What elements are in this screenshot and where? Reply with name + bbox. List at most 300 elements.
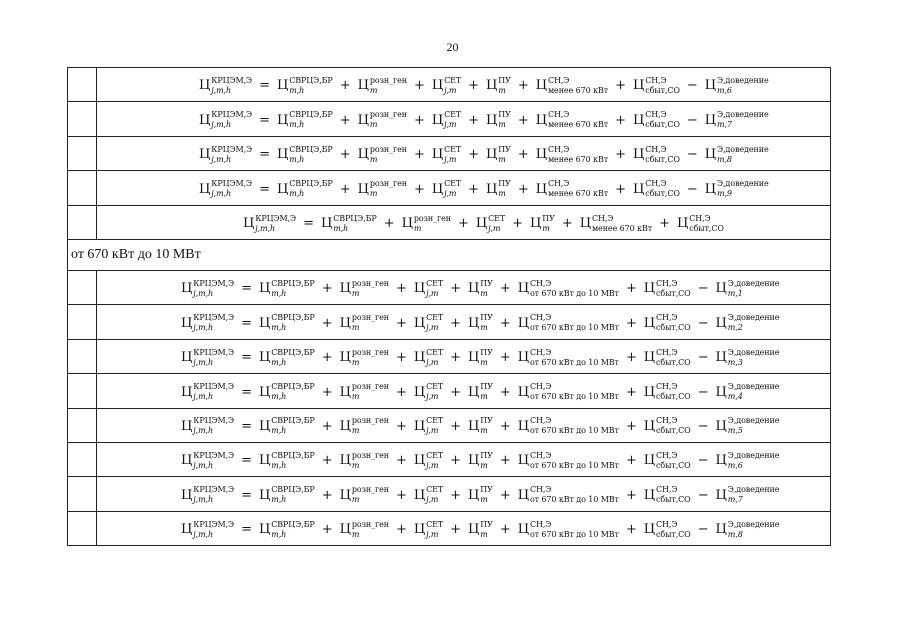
formula-lhs-subscript: j,m,h <box>211 154 232 164</box>
term-7-superscript: Э,доведение <box>727 485 780 495</box>
term-7-superscript: Э,доведение <box>727 278 780 288</box>
formula-lhs-symbol: Ц <box>181 418 193 434</box>
term-7-symbol: Ц <box>715 453 727 469</box>
table-row <box>68 442 831 476</box>
term-2-superscript: розн_ген <box>351 485 389 495</box>
plus-sign: + <box>396 522 407 538</box>
term-4-symbol: Ц <box>467 418 480 434</box>
table-row <box>68 102 831 136</box>
minus-sign: − <box>686 78 698 94</box>
term-7-superscript: Э,доведение <box>727 416 780 426</box>
plus-sign: + <box>499 418 511 434</box>
term-1-superscript: СВРЦЭ,БР <box>271 382 315 392</box>
formula-lhs-symbol: Ц <box>199 78 211 94</box>
table-row <box>68 408 831 442</box>
plus-sign: + <box>615 181 626 197</box>
formula-lhs-superscript: КРЦЭМ,Э <box>211 179 253 189</box>
term-3-superscript: СЕТ <box>426 278 444 288</box>
minus-sign: − <box>697 522 709 538</box>
term-6-subscript: сбыт,СО <box>645 154 680 164</box>
formula-cell <box>97 305 831 339</box>
term-4-superscript: ПУ <box>480 313 493 323</box>
term-1-subscript: m,h <box>289 85 305 95</box>
plus-sign: + <box>396 418 407 434</box>
term-7-symbol: Ц <box>715 384 727 400</box>
row-side-cell <box>68 339 97 373</box>
term-2-symbol: Ц <box>339 315 351 331</box>
term-6-subscript: сбыт,СО <box>656 460 691 470</box>
term-2-subscript: m <box>351 529 360 539</box>
term-7-subscript: m,4 <box>727 392 743 402</box>
term-3-subscript: j,m <box>426 357 439 367</box>
minus-sign: − <box>697 487 709 503</box>
term-5-symbol: Ц <box>517 350 529 366</box>
plus-sign: + <box>499 384 511 400</box>
term-3-symbol: Ц <box>413 350 426 366</box>
formula-cell <box>97 102 831 136</box>
term-4-symbol: Ц <box>467 281 480 297</box>
term-5-subscript: от 670 кВт до 10 МВт <box>529 426 619 436</box>
term-3-superscript: СЕТ <box>426 450 444 460</box>
plus-sign: + <box>512 216 523 231</box>
term-5-subscript: менее 670 кВт <box>591 223 653 233</box>
term-6-symbol: Ц <box>643 384 656 400</box>
term-2-subscript: m <box>369 189 378 199</box>
term-2-symbol: Ц <box>339 384 351 400</box>
term-6-superscript: СН,Э <box>656 347 678 357</box>
term-1-superscript: СВРЦЭ,БР <box>289 75 333 85</box>
term-7-subscript: m,7 <box>716 120 732 130</box>
term-3-symbol: Ц <box>413 384 426 400</box>
plus-sign: + <box>414 78 425 94</box>
term-5-superscript: СН,Э <box>529 519 552 529</box>
term-6-superscript: СН,Э <box>645 110 667 120</box>
term-3-subscript: j,m <box>426 288 439 298</box>
term-4-superscript: ПУ <box>498 144 511 154</box>
term-3-symbol: Ц <box>413 453 426 469</box>
row-side-cell <box>68 171 97 205</box>
term-1-symbol: Ц <box>258 281 271 297</box>
minus-sign: − <box>686 147 698 163</box>
term-5-symbol: Ц <box>535 181 547 197</box>
equals-sign: = <box>259 112 270 128</box>
term-6-symbol: Ц <box>643 453 656 469</box>
term-4-superscript: ПУ <box>480 450 493 460</box>
term-1-symbol: Ц <box>258 315 271 331</box>
term-2-subscript: m <box>351 357 360 367</box>
term-3-superscript: СЕТ <box>488 213 506 223</box>
term-6-symbol: Ц <box>632 147 645 163</box>
term-1-subscript: m,h <box>289 154 305 164</box>
formula-lhs-subscript: j,m,h <box>255 223 276 233</box>
plus-sign: + <box>321 281 333 297</box>
term-6-symbol: Ц <box>676 216 689 231</box>
equals-sign: = <box>259 181 270 197</box>
plus-sign: + <box>450 453 461 469</box>
plus-sign: + <box>450 315 461 331</box>
term-4-superscript: ПУ <box>498 110 511 120</box>
term-4-subscript: m <box>480 529 488 539</box>
plus-sign: + <box>321 315 333 331</box>
row-side-cell <box>68 136 97 170</box>
term-4-superscript: ПУ <box>480 416 493 426</box>
plus-sign: + <box>321 418 333 434</box>
term-3-symbol: Ц <box>413 487 426 503</box>
term-1-subscript: m,h <box>289 120 305 130</box>
term-1-symbol: Ц <box>258 384 271 400</box>
term-2-subscript: m <box>369 154 378 164</box>
formula-lhs-symbol: Ц <box>181 522 193 538</box>
formula-cell <box>97 136 831 170</box>
term-2-superscript: розн_ген <box>351 519 389 529</box>
term-2-symbol: Ц <box>339 522 351 538</box>
term-4-subscript: m <box>480 392 488 402</box>
term-2-symbol: Ц <box>339 350 351 366</box>
equals-sign: = <box>241 315 252 331</box>
table-row <box>68 68 831 102</box>
term-2-symbol: Ц <box>339 418 351 434</box>
plus-sign: + <box>625 453 637 469</box>
term-7-symbol: Ц <box>715 350 727 366</box>
row-side-cell <box>68 68 97 102</box>
plus-sign: + <box>499 281 511 297</box>
term-5-symbol: Ц <box>517 453 529 469</box>
table-row <box>68 511 831 545</box>
term-5-subscript: от 670 кВт до 10 МВт <box>529 357 619 367</box>
plus-sign: + <box>625 315 637 331</box>
plus-sign: + <box>625 487 637 503</box>
formula <box>199 110 769 130</box>
plus-sign: + <box>339 181 351 197</box>
term-7-symbol: Ц <box>715 418 727 434</box>
term-6-superscript: СН,Э <box>656 450 678 460</box>
term-5-subscript: менее 670 кВт <box>547 120 609 130</box>
term-1-superscript: СВРЦЭ,БР <box>271 278 315 288</box>
formula-lhs-subscript: j,m,h <box>193 460 214 470</box>
plus-sign: + <box>499 315 511 331</box>
term-5-superscript: СН,Э <box>529 347 552 357</box>
term-5-superscript: СН,Э <box>591 213 614 223</box>
equals-sign: = <box>241 487 252 503</box>
minus-sign: − <box>697 453 709 469</box>
term-3-subscript: j,m <box>444 189 457 199</box>
term-5-superscript: СН,Э <box>529 313 552 323</box>
term-3-subscript: j,m <box>426 495 439 505</box>
plus-sign: + <box>450 487 461 503</box>
plus-sign: + <box>396 315 407 331</box>
formula-lhs-superscript: КРЦЭМ,Э <box>193 278 235 288</box>
term-1-superscript: СВРЦЭ,БР <box>289 110 333 120</box>
plus-sign: + <box>517 181 529 197</box>
term-4-superscript: ПУ <box>480 347 493 357</box>
minus-sign: − <box>697 281 709 297</box>
plus-sign: + <box>468 181 479 197</box>
formula-lhs-subscript: j,m,h <box>211 85 232 95</box>
term-2-subscript: m <box>369 120 378 130</box>
term-2-symbol: Ц <box>339 453 351 469</box>
equals-sign: = <box>241 522 252 538</box>
term-7-symbol: Ц <box>704 181 716 197</box>
term-4-subscript: m <box>480 288 488 298</box>
term-6-superscript: СН,Э <box>656 278 678 288</box>
equals-sign: = <box>241 350 252 366</box>
term-6-subscript: сбыт,СО <box>656 323 691 333</box>
row-side-cell <box>68 511 97 545</box>
term-6-subscript: сбыт,СО <box>656 357 691 367</box>
term-1-symbol: Ц <box>276 147 289 163</box>
plus-sign: + <box>517 112 529 128</box>
formula-cell <box>97 511 831 545</box>
formula <box>181 278 780 298</box>
plus-sign: + <box>499 522 511 538</box>
term-7-symbol: Ц <box>704 112 716 128</box>
row-side-cell <box>68 270 97 304</box>
formula-lhs-superscript: КРЦЭМ,Э <box>193 519 235 529</box>
page-number: 20 <box>446 40 459 54</box>
plus-sign: + <box>458 216 469 231</box>
term-2-subscript: m <box>351 426 360 436</box>
formula-lhs-symbol: Ц <box>243 216 255 231</box>
table-row <box>68 305 831 339</box>
term-2-subscript: m <box>351 495 360 505</box>
plus-sign: + <box>339 147 351 163</box>
plus-sign: + <box>339 112 351 128</box>
term-6-symbol: Ц <box>643 487 656 503</box>
formula <box>181 450 780 470</box>
table-row <box>68 205 831 239</box>
term-3-subscript: j,m <box>426 529 439 539</box>
term-7-subscript: m,5 <box>727 426 743 436</box>
term-7-symbol: Ц <box>715 281 727 297</box>
term-3-superscript: СЕТ <box>444 144 462 154</box>
formula-lhs-superscript: КРЦЭМ,Э <box>193 347 235 357</box>
term-5-symbol: Ц <box>517 487 529 503</box>
formula-cell <box>97 270 831 304</box>
term-2-superscript: розн_ген <box>369 75 407 85</box>
term-1-subscript: m,h <box>271 426 287 436</box>
term-5-symbol: Ц <box>517 418 529 434</box>
term-7-superscript: Э,доведение <box>727 313 780 323</box>
term-6-symbol: Ц <box>643 281 656 297</box>
table-row <box>68 136 831 170</box>
formula-cell <box>97 477 831 511</box>
term-5-superscript: СН,Э <box>529 450 552 460</box>
term-2-symbol: Ц <box>401 216 413 231</box>
term-4-symbol: Ц <box>467 522 480 538</box>
formula <box>181 485 780 505</box>
term-3-symbol: Ц <box>431 181 444 197</box>
term-6-subscript: сбыт,СО <box>656 495 691 505</box>
equals-sign: = <box>241 453 252 469</box>
term-4-subscript: m <box>480 460 488 470</box>
term-4-superscript: ПУ <box>480 485 493 495</box>
term-1-symbol: Ц <box>276 112 289 128</box>
term-1-superscript: СВРЦЭ,БР <box>289 179 333 189</box>
term-5-subscript: от 670 кВт до 10 МВт <box>529 288 619 298</box>
section-heading-row <box>68 239 831 270</box>
term-7-superscript: Э,доведение <box>727 347 780 357</box>
formula-cell <box>97 171 831 205</box>
term-1-superscript: СВРЦЭ,БР <box>289 144 333 154</box>
plus-sign: + <box>414 181 425 197</box>
plus-sign: + <box>499 453 511 469</box>
minus-sign: − <box>697 418 709 434</box>
term-3-superscript: СЕТ <box>426 519 444 529</box>
plus-sign: + <box>499 350 511 366</box>
term-4-symbol: Ц <box>467 487 480 503</box>
formula-lhs-subscript: j,m,h <box>193 323 214 333</box>
term-4-subscript: m <box>480 426 488 436</box>
formula-lhs-superscript: КРЦЭМ,Э <box>211 75 253 85</box>
term-7-superscript: Э,доведение <box>727 382 780 392</box>
term-6-subscript: сбыт,СО <box>645 120 680 130</box>
formula <box>199 179 769 199</box>
plus-sign: + <box>396 350 407 366</box>
term-7-superscript: Э,доведение <box>716 144 769 154</box>
term-6-subscript: сбыт,СО <box>656 426 691 436</box>
plus-sign: + <box>450 522 461 538</box>
formula-lhs-symbol: Ц <box>181 315 193 331</box>
term-2-symbol: Ц <box>357 181 369 197</box>
term-1-subscript: m,h <box>289 189 305 199</box>
minus-sign: − <box>686 112 698 128</box>
plus-sign: + <box>450 384 461 400</box>
plus-sign: + <box>321 522 333 538</box>
formula-lhs-symbol: Ц <box>181 453 193 469</box>
row-side-cell <box>68 477 97 511</box>
term-3-superscript: СЕТ <box>426 485 444 495</box>
formula-lhs-subscript: j,m,h <box>193 495 214 505</box>
term-2-symbol: Ц <box>339 281 351 297</box>
term-2-superscript: розн_ген <box>369 110 407 120</box>
term-6-symbol: Ц <box>643 522 656 538</box>
term-4-superscript: ПУ <box>498 179 511 189</box>
term-2-superscript: розн_ген <box>351 382 389 392</box>
term-6-symbol: Ц <box>643 350 656 366</box>
term-4-subscript: m <box>542 223 550 233</box>
term-7-superscript: Э,доведение <box>727 519 780 529</box>
term-3-symbol: Ц <box>413 522 426 538</box>
term-3-subscript: j,m <box>444 120 457 130</box>
plus-sign: + <box>625 522 637 538</box>
term-5-subscript: от 670 кВт до 10 МВт <box>529 460 619 470</box>
term-5-subscript: от 670 кВт до 10 МВт <box>529 392 619 402</box>
plus-sign: + <box>321 487 333 503</box>
row-side-cell <box>68 374 97 408</box>
term-4-symbol: Ц <box>485 181 498 197</box>
formula-lhs-symbol: Ц <box>181 384 193 400</box>
formula-cell <box>97 374 831 408</box>
equals-sign: = <box>303 216 314 231</box>
term-2-superscript: розн_ген <box>351 450 389 460</box>
term-2-subscript: m <box>351 392 360 402</box>
term-2-symbol: Ц <box>357 112 369 128</box>
term-2-symbol: Ц <box>357 78 369 94</box>
term-4-symbol: Ц <box>467 315 480 331</box>
term-3-subscript: j,m <box>426 460 439 470</box>
term-6-subscript: сбыт,СО <box>656 288 691 298</box>
term-3-subscript: j,m <box>426 392 439 402</box>
term-7-subscript: m,8 <box>716 154 732 164</box>
term-2-symbol: Ц <box>357 147 369 163</box>
table-row <box>68 374 831 408</box>
term-3-superscript: СЕТ <box>426 382 444 392</box>
term-7-subscript: m,8 <box>727 529 743 539</box>
term-6-subscript: сбыт,СО <box>656 529 691 539</box>
term-2-superscript: розн_ген <box>351 278 389 288</box>
plus-sign: + <box>625 384 637 400</box>
plus-sign: + <box>321 350 333 366</box>
term-6-superscript: СН,Э <box>689 213 711 223</box>
term-3-superscript: СЕТ <box>426 416 444 426</box>
plus-sign: + <box>468 147 479 163</box>
plus-sign: + <box>321 453 333 469</box>
term-7-superscript: Э,доведение <box>716 75 769 85</box>
formula-lhs-superscript: КРЦЭМ,Э <box>193 382 235 392</box>
row-side-cell <box>68 205 97 239</box>
plus-sign: + <box>396 453 407 469</box>
term-3-subscript: j,m <box>444 154 457 164</box>
formula-cell <box>97 68 831 102</box>
plus-sign: + <box>396 384 407 400</box>
term-1-superscript: СВРЦЭ,БР <box>271 485 315 495</box>
plus-sign: + <box>450 281 461 297</box>
term-3-superscript: СЕТ <box>426 347 444 357</box>
term-1-subscript: m,h <box>271 529 287 539</box>
formula-lhs-subscript: j,m,h <box>211 120 232 130</box>
term-6-superscript: СН,Э <box>656 485 678 495</box>
term-5-subscript: от 670 кВт до 10 МВт <box>529 323 619 333</box>
formula-lhs-superscript: КРЦЭМ,Э <box>193 450 235 460</box>
term-7-symbol: Ц <box>715 522 727 538</box>
formula-lhs-subscript: j,m,h <box>193 529 214 539</box>
table-row <box>68 339 831 373</box>
term-4-symbol: Ц <box>467 350 480 366</box>
plus-sign: + <box>615 78 626 94</box>
term-2-superscript: розн_ген <box>413 213 451 223</box>
term-4-symbol: Ц <box>467 384 480 400</box>
term-2-superscript: розн_ген <box>351 313 389 323</box>
formula-cell <box>97 205 831 239</box>
term-5-subscript: от 670 кВт до 10 МВт <box>529 529 619 539</box>
plus-sign: + <box>450 350 461 366</box>
term-5-subscript: менее 670 кВт <box>547 85 609 95</box>
term-3-symbol: Ц <box>413 281 426 297</box>
term-3-subscript: j,m <box>426 426 439 436</box>
plus-sign: + <box>321 384 333 400</box>
term-2-superscript: розн_ген <box>351 416 389 426</box>
row-side-cell <box>68 305 97 339</box>
term-5-subscript: менее 670 кВт <box>547 154 609 164</box>
term-3-symbol: Ц <box>431 78 444 94</box>
term-6-symbol: Ц <box>632 112 645 128</box>
term-7-symbol: Ц <box>704 147 716 163</box>
term-7-superscript: Э,доведение <box>716 179 769 189</box>
term-5-superscript: СН,Э <box>529 382 552 392</box>
term-5-symbol: Ц <box>517 281 529 297</box>
term-4-superscript: ПУ <box>480 382 493 392</box>
term-7-subscript: m,6 <box>716 85 732 95</box>
formula <box>243 213 724 233</box>
formula-lhs-superscript: КРЦЭМ,Э <box>255 213 297 223</box>
section-heading: от 670 кВт до 10 МВт <box>68 239 831 270</box>
plus-sign: + <box>499 487 511 503</box>
term-5-subscript: менее 670 кВт <box>547 189 609 199</box>
term-2-symbol: Ц <box>339 487 351 503</box>
term-4-superscript: ПУ <box>480 278 493 288</box>
term-1-symbol: Ц <box>276 78 289 94</box>
term-4-symbol: Ц <box>485 78 498 94</box>
